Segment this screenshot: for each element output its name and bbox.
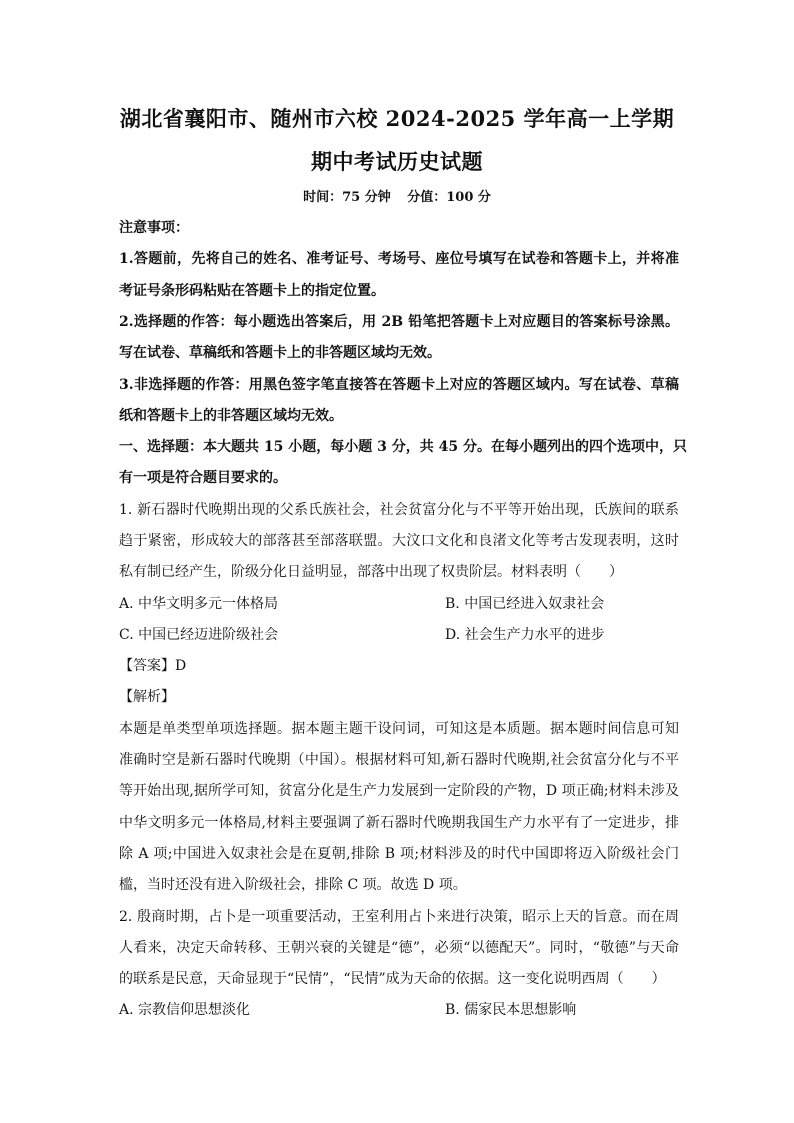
notice-item3-a: 3.非选择题的作答：用黑色签字笔直接答在答题卡上对应的答题区域内。写在试卷、草稿 bbox=[119, 377, 679, 393]
q1-analysis-2: 准确时空是新石器时代晚期（中国）。根据材料可知,新石器时代晚期,社会贫富分化与不平 bbox=[119, 752, 679, 768]
q1-analysis-6: 槛，当时还没有进入阶级社会，排除 C 项。故选 D 项。 bbox=[119, 877, 467, 893]
notice-item2-b: 写在试卷、草稿纸和答题卡上的非答题区域均无效。 bbox=[119, 345, 441, 361]
q1-option-c: C. 中国已经迈进阶级社会 bbox=[119, 627, 279, 643]
section1-line-a: 一、选择题：本大题共 15 小题，每小题 3 分，共 45 分。在每小题列出的四个选项中，只 bbox=[119, 439, 687, 455]
q1-analysis-5: 除 A 项;中国进入奴隶社会是在夏朝,排除 B 项;材料涉及的时代中国即将迈入阶级社会门 bbox=[119, 846, 679, 862]
notice-item2-a: 2.选择题的作答：每小题选出答案后，用 2B 铅笔把答题卡上对应题目的答案标号涂黑。 bbox=[119, 314, 679, 330]
q1-analysis-label: 【解析】 bbox=[119, 689, 175, 705]
q2-stem-b: 人看来，决定天命转移、王朝兴衰的关键是“德”，必须“以德配天”。同时，“敬德”与天命 bbox=[119, 940, 679, 956]
q1-stem-c: 私有制已经产生，阶级分化日益明显，部落中出现了权贵阶层。材料表明（ ） bbox=[119, 564, 623, 580]
q1-analysis-1: 本题是单类型单项选择题。据本题主题干设问词，可知这是本质题。据本题时间信息可知 bbox=[119, 721, 679, 737]
exam-score: 分值：100 分 bbox=[407, 190, 491, 205]
section1-line-b: 有一项是符合题目要求的。 bbox=[119, 470, 287, 486]
q2-stem-a: 2. 殷商时期，占卜是一项重要活动，王室利用占卜来进行决策，昭示上天的旨意。而在周 bbox=[119, 909, 679, 925]
notice-item1-a: 1.答题前，先将自己的姓名、准考证号、考场号、座位号填写在试卷和答题卡上，并将准 bbox=[119, 251, 679, 267]
q1-analysis-4: 中华文明多元一体格局,材料主要强调了新石器时代晚期我国生产力水平有了一定进步，排 bbox=[119, 815, 679, 831]
q1-option-b: B. 中国已经进入奴隶社会 bbox=[445, 596, 605, 612]
notice-heading: 注意事项： bbox=[119, 220, 189, 236]
exam-title-line2: 期中考试历史试题 bbox=[311, 149, 483, 174]
q1-stem-b: 趋于紧密，形成较大的部落甚至部落联盟。大汶口文化和良渚文化等考古发现表明，这时 bbox=[119, 533, 679, 549]
q2-option-a: A. 宗教信仰思想淡化 bbox=[119, 1002, 251, 1018]
q1-option-d: D. 社会生产力水平的进步 bbox=[445, 627, 605, 643]
exam-meta bbox=[0, 186, 794, 205]
q2-option-b: B. 儒家民本思想影响 bbox=[445, 1002, 577, 1018]
notice-item3-b: 纸和答题卡上的非答题区域均无效。 bbox=[119, 408, 343, 424]
q1-analysis-3: 等开始出现,据所学可知，贫富分化是生产力发展到一定阶段的产物，D 项正确;材料未涉及 bbox=[119, 783, 679, 799]
q1-stem-a: 1. 新石器时代晚期出现的父系氏族社会，社会贫富分化与不平等开始出现，氏族间的联系 bbox=[119, 502, 679, 518]
q1-option-a: A. 中华文明多元一体格局 bbox=[119, 596, 279, 612]
exam-title-line1: 湖北省襄阳市、随州市六校 2024-2025 学年高一上学期 bbox=[119, 106, 675, 131]
q1-answer: 【答案】D bbox=[119, 658, 187, 674]
notice-item1-b: 考证号条形码粘贴在答题卡上的指定位置。 bbox=[119, 283, 385, 299]
q2-stem-c: 的联系是民意，天命显现于“民情”，“民情”成为天命的依据。这一变化说明西周（ ） bbox=[119, 971, 666, 987]
exam-time: 时间：75 分钟 bbox=[303, 190, 391, 205]
